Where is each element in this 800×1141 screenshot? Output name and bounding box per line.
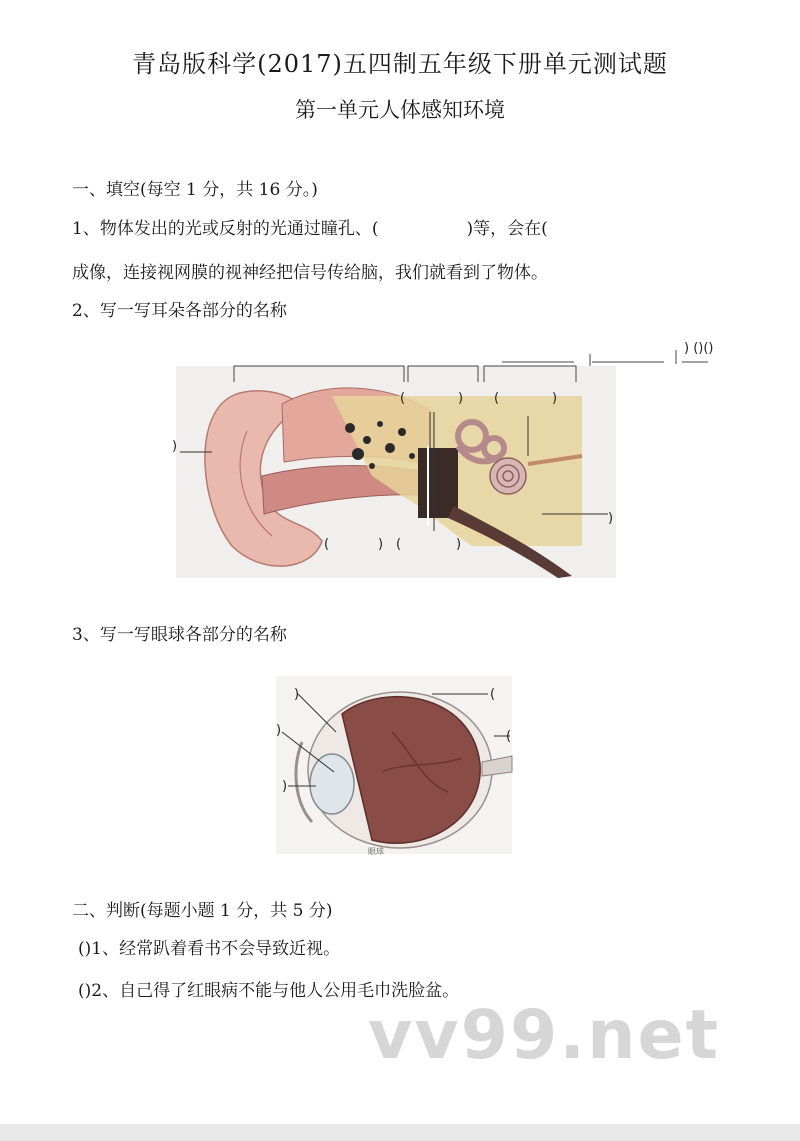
svg-text:): ) [552, 391, 558, 406]
question-1-text-a: 1、物体发出的光或反射的光通过瞳孔、( [72, 219, 379, 239]
question-2-text: 2、写一写耳朵各部分的名称 [72, 301, 287, 321]
section-fill-blank-heading: 一、填空(每空 1 分，共 16 分。) [72, 180, 318, 200]
unit-subtitle: 第一单元人体感知环境 [295, 98, 505, 122]
question-1-text-b: )等，会在( [466, 219, 548, 239]
site-watermark: vv99.net [368, 996, 721, 1075]
svg-text:): ) [282, 779, 288, 794]
lens [310, 754, 354, 814]
svg-text:(: ( [324, 537, 330, 552]
svg-text:): ) [294, 687, 300, 702]
ear-diagram [172, 336, 738, 580]
svg-text:): ) [608, 511, 614, 526]
true-false-item-2: ()2、自己得了红眼病不能与他人公用毛巾洗脸盆。 [78, 981, 460, 1001]
svg-text:): ) [276, 723, 282, 738]
svg-text:(: ( [400, 391, 406, 406]
cochlea [490, 458, 526, 494]
svg-text:): ) [378, 537, 384, 552]
svg-text:(: ( [506, 729, 512, 744]
question-1-line-1 [72, 214, 548, 239]
svg-text:(: ( [494, 391, 500, 406]
page-bottom-edge [0, 1124, 800, 1141]
section-true-false-heading: 二、判断(每题小题 1 分，共 5 分) [72, 901, 333, 921]
svg-text:): ) [172, 439, 178, 454]
svg-text:(: ( [396, 537, 402, 552]
middle-ear-cavity [418, 448, 458, 518]
eye-diagram [272, 672, 518, 858]
svg-text:(: ( [490, 687, 496, 702]
eye-figure-caption: 眼球 [368, 847, 384, 856]
page-title: 青岛版科学(2017)五四制五年级下册单元测试题 [132, 50, 668, 78]
question-3-text: 3、写一写眼球各部分的名称 [72, 625, 287, 645]
svg-text:): ) [458, 391, 464, 406]
true-false-item-1: ()1、经常趴着看书不会导致近视。 [78, 939, 341, 959]
question-1-line-2: 成像，连接视网膜的视神经把信号传给脑，我们就看到了物体。 [72, 263, 548, 283]
svg-text:): ) [456, 537, 462, 552]
ear-top-right-marks: ) ()() [684, 341, 714, 356]
